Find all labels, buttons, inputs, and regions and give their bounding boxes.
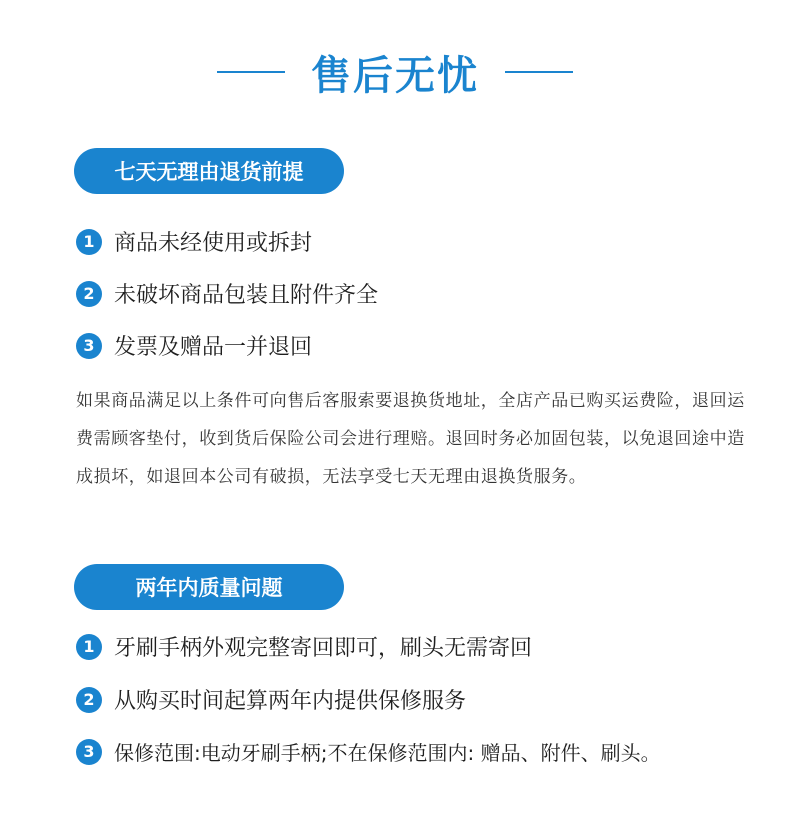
list-item-text: 保修范围:电动牙刷手柄;不在保修范围内: 赠品、附件、刷头。 — [114, 741, 661, 765]
list-item-text: 未破坏商品包装且附件齐全 — [114, 283, 379, 308]
section-pill-two-year-warranty: 两年内质量问题 — [74, 564, 344, 610]
list-item — [76, 737, 661, 766]
number-badge: 2 — [76, 281, 102, 307]
number-badge: 2 — [76, 687, 102, 713]
list-item — [76, 226, 312, 257]
list-item — [76, 278, 378, 309]
number-badge: 3 — [76, 333, 102, 359]
list-item-text: 商品未经使用或拆封 — [114, 231, 313, 256]
list-item — [76, 330, 312, 361]
page-header — [0, 42, 790, 102]
header-right-rule — [505, 71, 573, 73]
list-item — [76, 684, 466, 715]
list-item — [76, 631, 532, 662]
number-badge: 1 — [76, 229, 102, 255]
list-item-text: 发票及赠品一并退回 — [114, 335, 313, 360]
number-badge: 3 — [76, 739, 102, 765]
list-item-text: 从购买时间起算两年内提供保修服务 — [114, 689, 467, 714]
number-badge: 1 — [76, 634, 102, 660]
section-pill-seven-day-return: 七天无理由退货前提 — [74, 148, 344, 194]
header-left-rule — [217, 71, 285, 73]
return-policy-paragraph: 如果商品满足以上条件可向售后客服索要退换货地址，全店产品已购买运费险，退回运费需顾客垫付，收到货后保险公司会进行理赔。退回时务必加固包装，以免退回途中造成损坏，如退回本公司有破损，无法享受七天无理由退换货服务。 — [76, 391, 745, 487]
page-title: 售后无忧 — [311, 52, 479, 99]
list-item-text: 牙刷手柄外观完整寄回即可，刷头无需寄回 — [114, 636, 533, 661]
